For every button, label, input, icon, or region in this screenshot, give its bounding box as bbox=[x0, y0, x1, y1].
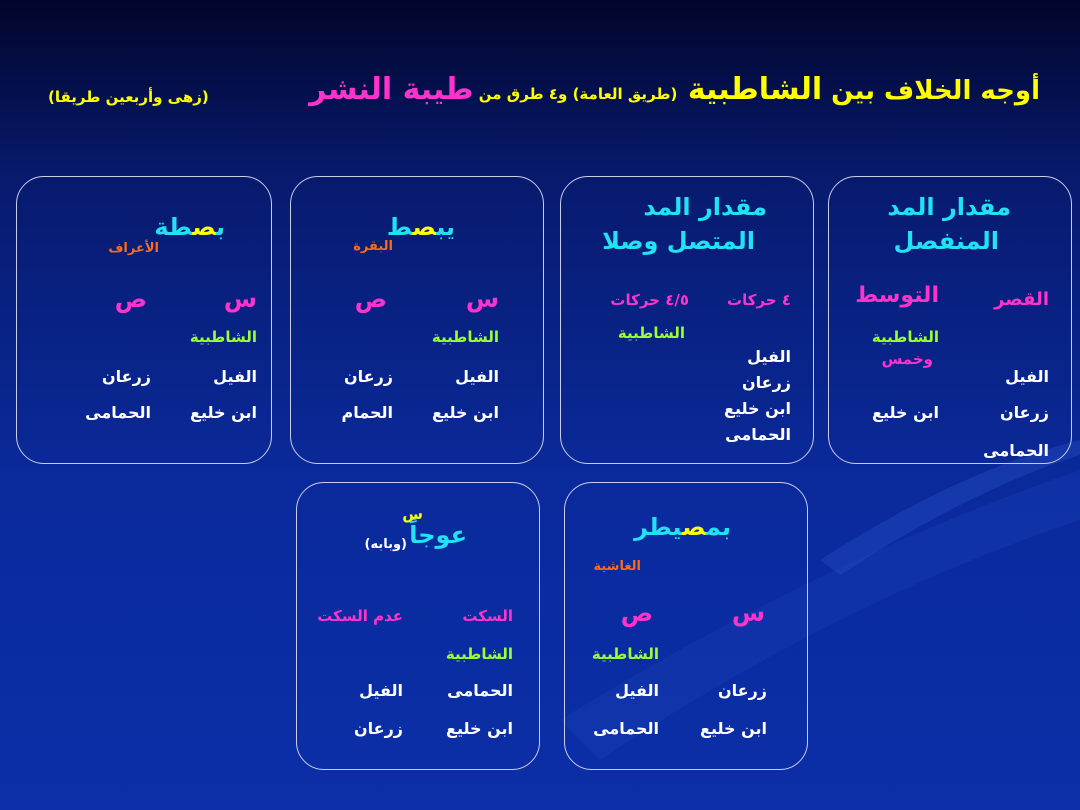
name-item: الفيل bbox=[359, 681, 403, 700]
word-part: يطر bbox=[634, 513, 683, 541]
title-part-2: الشاطبية bbox=[677, 72, 823, 107]
name-item: الفيل bbox=[747, 347, 791, 366]
slide-title bbox=[20, 72, 1040, 128]
name-item: زرعان bbox=[999, 403, 1049, 422]
name-item: الفيل bbox=[1005, 367, 1049, 386]
name-item: زرعان bbox=[353, 719, 403, 738]
sakt-mark: س bbox=[402, 505, 423, 523]
option-4-harakat: ٤ حركات bbox=[727, 291, 791, 309]
name-item: زرعان bbox=[741, 373, 791, 392]
word-part: ط bbox=[386, 213, 413, 241]
name-item: الحمام bbox=[341, 403, 393, 422]
surah-label: الغاشية bbox=[593, 559, 641, 574]
shatibiyya-label: الشاطبية bbox=[189, 328, 257, 346]
sin-letter: س bbox=[465, 285, 499, 313]
box-madd-muttasil bbox=[560, 176, 814, 464]
word-part-sad: ص bbox=[682, 513, 706, 541]
title-part-1: أوجه الخلاف بين bbox=[822, 76, 1040, 106]
name-item: زرعان bbox=[101, 367, 151, 386]
title-line-continuation: (زهى وأربعين طريقا) bbox=[48, 88, 209, 106]
sad-letter: ص bbox=[114, 285, 147, 313]
wakhams-label: وخمس bbox=[881, 350, 933, 368]
name-item: الحمامى bbox=[725, 425, 791, 444]
word-yabsut bbox=[387, 213, 455, 241]
name-item: الحمامى bbox=[447, 681, 513, 700]
box-madd-munfasil bbox=[828, 176, 1072, 464]
option-4-5-harakat: ٤/٥ حركات bbox=[610, 291, 689, 309]
option-no-sakt: عدم السكت bbox=[317, 607, 403, 625]
word-part: طة bbox=[154, 213, 193, 241]
word-bastah bbox=[154, 213, 225, 241]
box-musaytir bbox=[564, 482, 808, 770]
box-iwaja bbox=[296, 482, 540, 770]
title-part-4: طيبة النشر bbox=[309, 72, 474, 107]
heading-line-2: المتصل وصلا bbox=[602, 227, 755, 255]
box-bastah bbox=[16, 176, 272, 464]
name-item: ابن خليع bbox=[872, 403, 939, 422]
name-item: زرعان bbox=[717, 681, 767, 700]
heading-line-1: مقدار المد bbox=[643, 193, 767, 221]
word-part: يب bbox=[436, 213, 455, 241]
surah-label: الأعراف bbox=[108, 241, 159, 256]
name-item: الفيل bbox=[213, 367, 257, 386]
word-part-sad: ص bbox=[412, 213, 437, 241]
sin-letter: س bbox=[731, 599, 765, 627]
name-item: الحمامى bbox=[983, 441, 1049, 460]
box-yabsut bbox=[290, 176, 544, 464]
wababuh-note: (وبابه) bbox=[364, 537, 407, 552]
word-part: ب bbox=[215, 213, 225, 241]
name-item: الفيل bbox=[615, 681, 659, 700]
word-iwaja: عوجاً bbox=[409, 521, 467, 549]
surah-label: البقرة bbox=[353, 239, 393, 254]
heading-line-1: مقدار المد bbox=[887, 193, 1011, 221]
option-sakt: السكت bbox=[462, 607, 513, 625]
word-part-sad: ص bbox=[192, 213, 216, 241]
title-line-main bbox=[309, 72, 1040, 107]
sad-letter: ص bbox=[354, 285, 387, 313]
shatibiyya-label: الشاطبية bbox=[431, 328, 499, 346]
name-item: الحمامى bbox=[85, 403, 151, 422]
name-item: ابن خليع bbox=[432, 403, 499, 422]
name-item: ابن خليع bbox=[700, 719, 767, 738]
name-item: الفيل bbox=[455, 367, 499, 386]
heading-line-2: المنفصل bbox=[893, 227, 999, 255]
name-item: ابن خليع bbox=[724, 399, 791, 418]
shatibiyya-label: الشاطبية bbox=[871, 328, 939, 346]
sin-letter: س bbox=[223, 285, 257, 313]
option-qasr: القصر bbox=[994, 289, 1049, 310]
shatibiyya-label: الشاطبية bbox=[591, 645, 659, 663]
option-tawassut: التوسط bbox=[855, 283, 939, 308]
word-part: بم bbox=[705, 513, 731, 541]
title-part-3: (طريق العامة) و٤ طرق من bbox=[473, 85, 678, 103]
word-musaytir bbox=[634, 513, 731, 541]
name-item: زرعان bbox=[343, 367, 393, 386]
name-item: ابن خليع bbox=[190, 403, 257, 422]
shatibiyya-label: الشاطبية bbox=[617, 324, 685, 342]
sad-letter: ص bbox=[620, 599, 653, 627]
name-item: الحمامى bbox=[593, 719, 659, 738]
name-item: ابن خليع bbox=[446, 719, 513, 738]
shatibiyya-label: الشاطبية bbox=[445, 645, 513, 663]
